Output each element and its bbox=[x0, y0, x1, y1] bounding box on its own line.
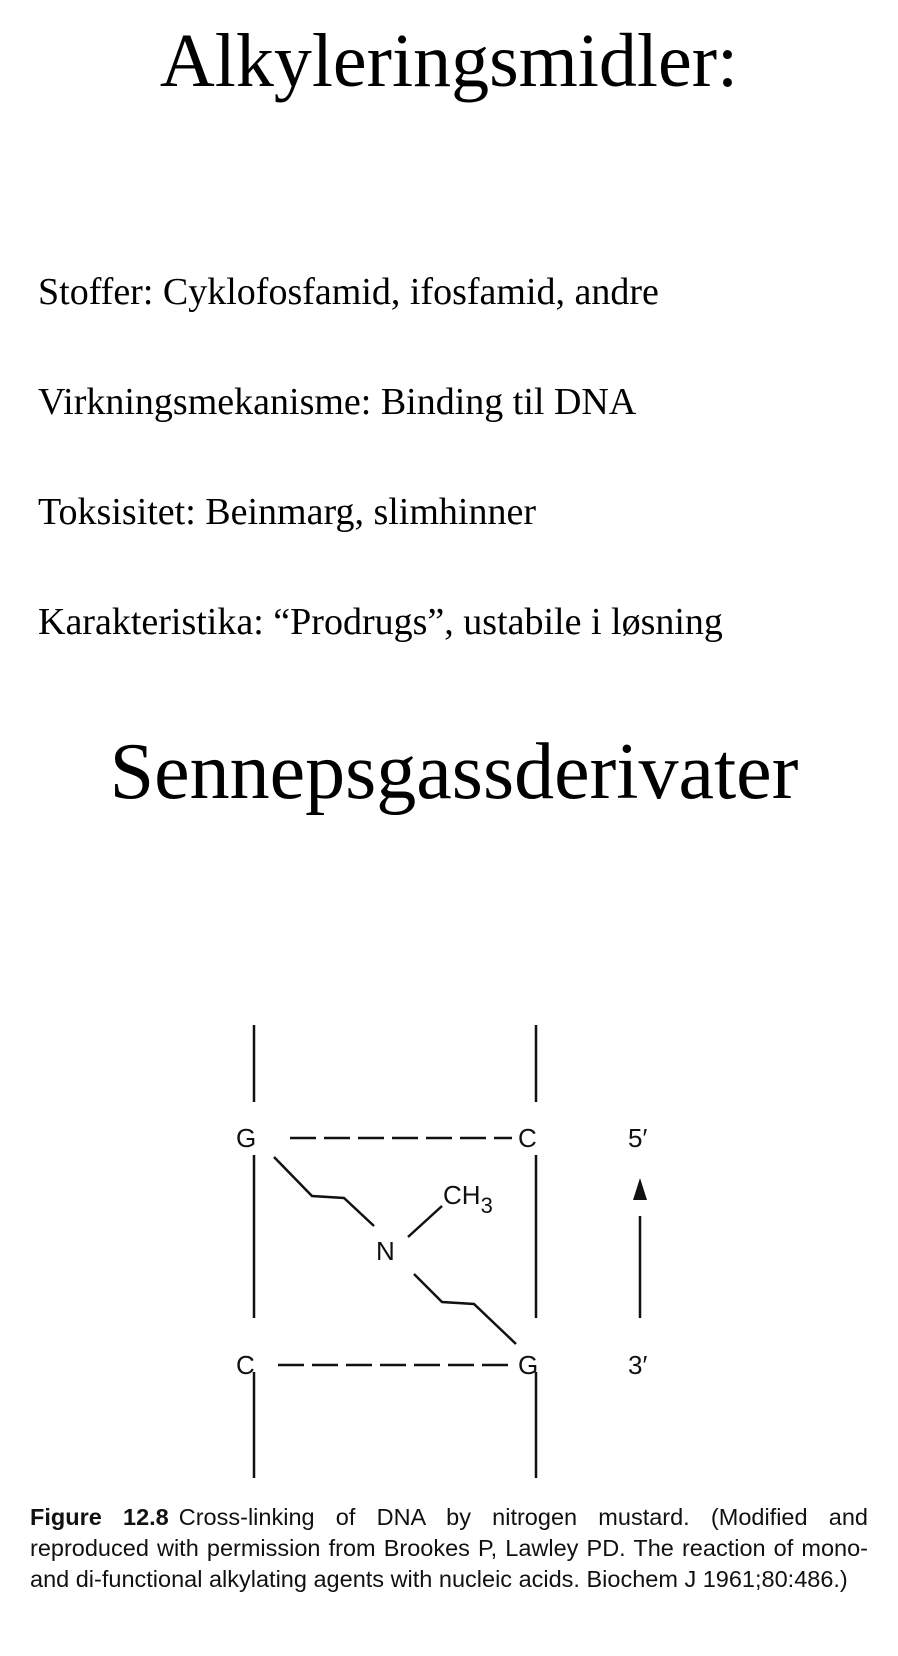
fact-toxicity: Toksisitet: Beinmarg, slimhinner bbox=[38, 491, 536, 533]
dna-crosslink-diagram bbox=[0, 1000, 898, 1500]
base-c-top: C bbox=[518, 1123, 537, 1153]
fact-mechanism: Virkningsmekanisme: Binding til DNA bbox=[38, 381, 637, 423]
n-methyl-bond bbox=[408, 1206, 442, 1237]
page-title: Alkyleringsmidler: bbox=[159, 19, 739, 103]
crosslink-upper-chain bbox=[274, 1157, 374, 1226]
base-g-bottom: G bbox=[518, 1350, 539, 1380]
fact-characteristics: Karakteristika: “Prodrugs”, ustabile i løsning bbox=[38, 601, 723, 643]
section-heading: Sennepsgassderivater bbox=[109, 728, 799, 816]
figure-caption-label: Figure 12.8 bbox=[30, 1504, 169, 1530]
figure-caption-text: Cross-linking of DNA by nitrogen mustard. (Modified and reproduced with permission from Brookes P, Lawley PD. The reaction of mono- and di-functional alkylating agents with nucleic acids. Biochem J 1961;80:486.) bbox=[30, 1504, 868, 1592]
methyl-label bbox=[443, 1180, 493, 1218]
direction-arrow-head bbox=[633, 1178, 647, 1200]
crosslink-lower-chain bbox=[414, 1274, 516, 1344]
figure-caption bbox=[30, 1502, 868, 1595]
nitrogen-atom-label: N bbox=[376, 1236, 395, 1266]
base-c-bottom: C bbox=[236, 1350, 255, 1380]
fact-substances: Stoffer: Cyklofosfamid, ifosfamid, andre bbox=[38, 271, 659, 313]
base-g-top: G bbox=[236, 1123, 257, 1153]
facts-list bbox=[38, 262, 888, 702]
methyl-label-ch: CH bbox=[443, 1180, 481, 1210]
five-prime-label: 5′ bbox=[628, 1123, 648, 1153]
methyl-label-subscript: 3 bbox=[480, 1193, 493, 1218]
three-prime-label: 3′ bbox=[628, 1350, 648, 1380]
